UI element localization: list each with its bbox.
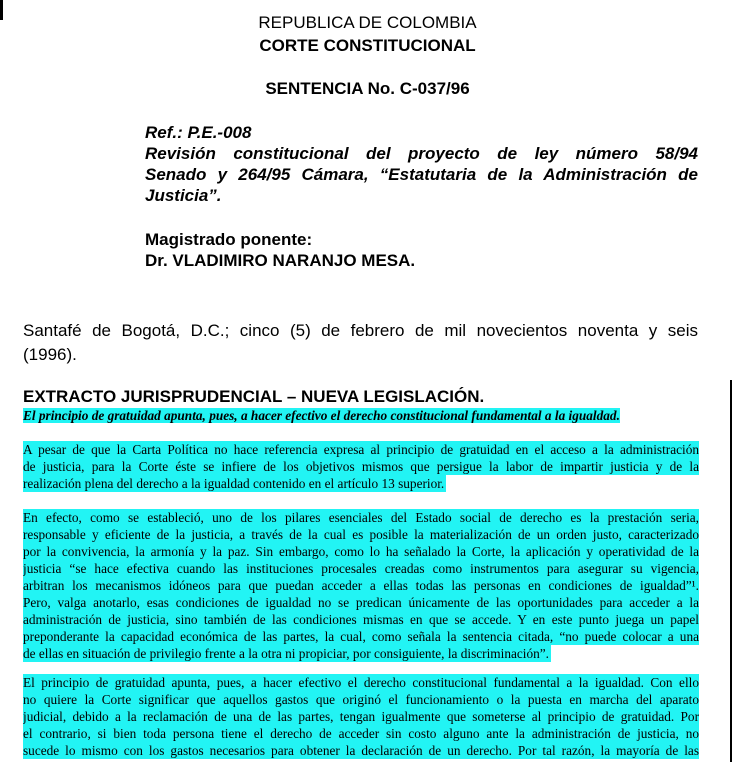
extract-title: EXTRACTO JURISPRUDENCIAL – NUEVA LEGISLACIÓN. bbox=[23, 387, 485, 406]
republic-heading: REPUBLICA DE COLOMBIA bbox=[258, 13, 477, 32]
paragraph-line: de ellas en situación de privilegio frente a la otra ni propiciar, por consiguiente, la discriminación”. bbox=[23, 646, 549, 661]
reference-line: Justicia”. bbox=[145, 186, 222, 205]
scan-edge-right bbox=[730, 380, 732, 762]
paragraph-2 bbox=[23, 509, 699, 667]
reference-line: Revisión constitucional del proyecto de ley número 58/94 bbox=[145, 144, 698, 163]
paragraph-line: Pero, valga anotarlo, esas condiciones de igualdad no se predican únicamente de las oportunidades para acceder a la bbox=[23, 595, 699, 610]
paragraph-line: arbitran los mecanismos idóneos para que puedan acceder a ellas todas las personas en condiciones de igualdad”¹. bbox=[23, 578, 699, 593]
paragraph-line: justicia “se hace efectiva cuando las instituciones procesales creadas como instrumentos para asegurar su vigencia, bbox=[23, 561, 699, 576]
paragraph-line: de justicia, para la Corte éste se infiere de los objetivos mismos que persigue la labor de impartir justicia y de la bbox=[23, 459, 699, 474]
paragraph-line: no quiere la Corte significar que aquellos gastos que originó el funcionamiento o la puesta en marcha del aparato bbox=[23, 692, 699, 707]
paragraph-line: judicial, debido a la reclamación de una de las partes, tengan igualmente que someterse al principio de gratuidad. Por bbox=[23, 709, 699, 724]
magistrate-name: Dr. VLADIMIRO NARANJO MESA. bbox=[145, 251, 416, 270]
paragraph-1 bbox=[23, 441, 699, 497]
paragraph-line: administración de justicia, sino también de las condiciones mismas en que se accede. Y en este punto juega un papel bbox=[23, 612, 699, 627]
reference-line: Senado y 264/95 Cámara, “Estatutaria de la Administración de bbox=[145, 165, 698, 184]
reference-id: Ref.: P.E.-008 bbox=[145, 123, 252, 142]
place-date-line: (1996). bbox=[23, 345, 77, 364]
paragraph-line: responsable y eficiente de la justicia, a través de la cual es posible la materialización de un orden justo, caracterizado bbox=[23, 527, 699, 542]
paragraph-line: A pesar de que la Carta Política no hace referencia expresa al principio de gratuidad en el acceso a la administración bbox=[23, 442, 699, 457]
paragraph-line: por la convivencia, la armonía y la paz. Sin embargo, como lo ha señalado la Corte, la aplicación y operatividad de la bbox=[23, 544, 699, 559]
place-date-line: Santafé de Bogotá, D.C.; cinco (5) de febrero de mil novecientos noventa y seis bbox=[23, 321, 698, 340]
paragraph-line: El principio de gratuidad apunta, pues, a hacer efectivo el derecho constitucional fundamental a la igualdad. Con ello bbox=[23, 675, 699, 690]
court-heading: CORTE CONSTITUCIONAL bbox=[259, 36, 476, 55]
paragraph-line: En efecto, como se estableció, uno de los pilares esenciales del Estado social de derecho es la prestación seria, bbox=[23, 510, 699, 525]
extract-subtitle-text: El principio de gratuidad apunta, pues, a hacer efectivo el derecho constitucional fundamental a la igualdad. bbox=[23, 408, 620, 423]
paragraph-3 bbox=[23, 674, 699, 759]
paragraph-line: realización plena del derecho a la igualdad contenido en el artículo 13 superior. bbox=[23, 476, 445, 491]
extract-subtitle bbox=[23, 407, 620, 425]
paragraph-line: preponderante la capacidad económica de las partes, la cual, como señala la sentencia citada, “no puede colocar a una bbox=[23, 629, 699, 644]
magistrate-label: Magistrado ponente: bbox=[145, 230, 313, 249]
sentence-number: SENTENCIA No. C-037/96 bbox=[265, 79, 470, 98]
paragraph-line: sucede lo mismo con los gastos necesarios para obtener la declaración de un derecho. Por tal razón, la mayoría de las bbox=[23, 743, 699, 758]
paragraph-line: el contrario, si bien toda persona tiene el derecho de acceder sin costo alguno ante la administración de justicia, no bbox=[23, 726, 699, 741]
